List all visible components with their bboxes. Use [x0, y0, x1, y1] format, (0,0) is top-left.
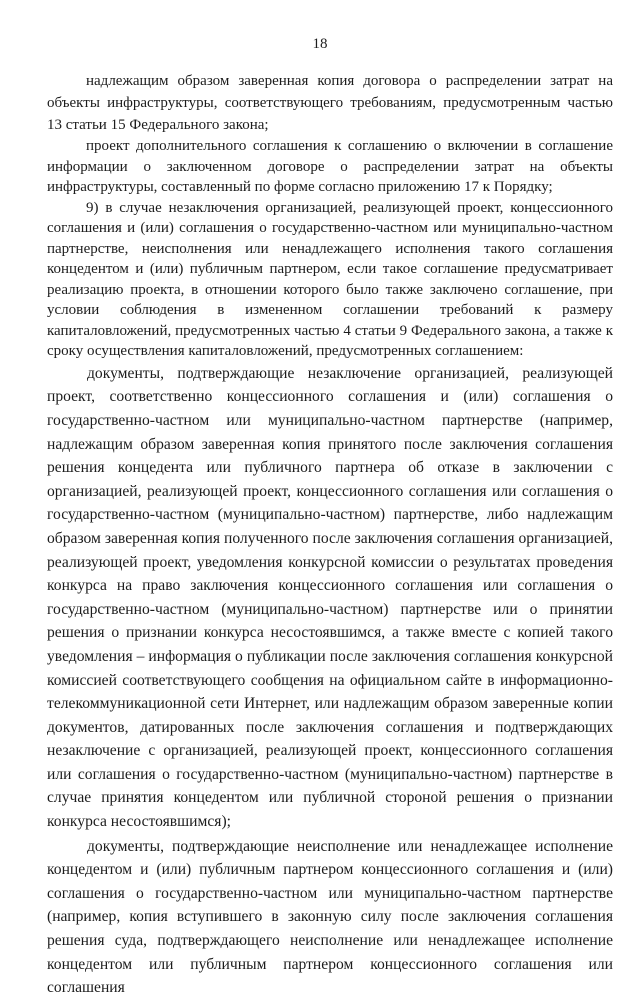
page-number: 18 — [312, 36, 328, 52]
document-body — [47, 70, 613, 1000]
paragraph-supplementary-agreement-draft: проект дополнительного соглашения к соглашению о включении в соглашение информации о заключенном договоре о распределении затрат на объекты инфраструктуры, составленный по форме согласно приложению 17 к Порядку; — [47, 138, 613, 196]
paragraph-item-9: 9) в случае незаключения организацией, реализующей проект, концессионного соглашения и (или) соглашения о государственно-частном или муниципально-частном партнерстве, неисполнения или ненадлежащего исполнения такого соглашения концедентом и (или) публичным партнером, если такое соглашение предусматривает реализацию проекта, в отношении которого было также заключено соглашение, при условии соблюдения в измененном соглашении требований к размеру капиталовложений, предусмотренных частью 4 статьи 9 Федерального закона, а также к сроку осуществления капиталовложений, предусмотренных соглашением: — [47, 199, 613, 360]
paragraph-non-performance-documents: документы, подтверждающие неисполнение или ненадлежащее исполнение концедентом и (или) публичным партнером концессионного соглашения и (или) соглашения о государственно-частном или муниципально-частном партнерстве (например, копия вступившего в законную силу после заключения соглашения решения суда, подтверждающего неисполнение или ненадлежащее исполнение концедентом или публичным партнером концессионного соглашения или соглашения — [47, 837, 613, 997]
paragraph-cost-agreement-copy: надлежащим образом заверенная копия договора о распределении затрат на объекты инфраструктуры, соответствующего требованиям, предусмотренным частью 13 статьи 15 Федерального закона; — [47, 73, 613, 134]
paragraph-non-conclusion-documents: документы, подтверждающие незаключение организацией, реализующей проект, соответственно концессионного соглашения и (или) соглашения о государственно-частном или муниципально-частном партнерстве (например, надлежащим образом заверенная копия принятого после заключения соглашения решения концедента или публичного партнера об отказе в заключении с организацией, реализующей проект, концессионного соглашения или соглашения о государственно-частном (муниципально-частном) партнерстве, либо надлежащим образом заверенная копия полученного после заключения соглашения организацией, реализующей проект, уведомления конкурсной комиссии о результатах проведения конкурса на право заключения концессионного соглашения или соглашения о государственно-частном (муниципально-частном) партнерстве или о принятии решения о признании конкурса несостоявшимся, а также вместе с копией такого уведомления – информация о публикации после заключения соглашения конкурсной комиссией соответствующего сообщения на официальном сайте в информационно-телекоммуникационной сети Интернет, или надлежащим образом заверенные копии документов, датированных после заключения соглашения и подтверждающих незаключение с организацией, реализующей проект, концессионного соглашения или соглашения о государственно-частном (муниципально-частном) партнерстве в случае принятия концедентом или публичной стороной решения о признании конкурса несостоявшимся); — [47, 364, 613, 831]
